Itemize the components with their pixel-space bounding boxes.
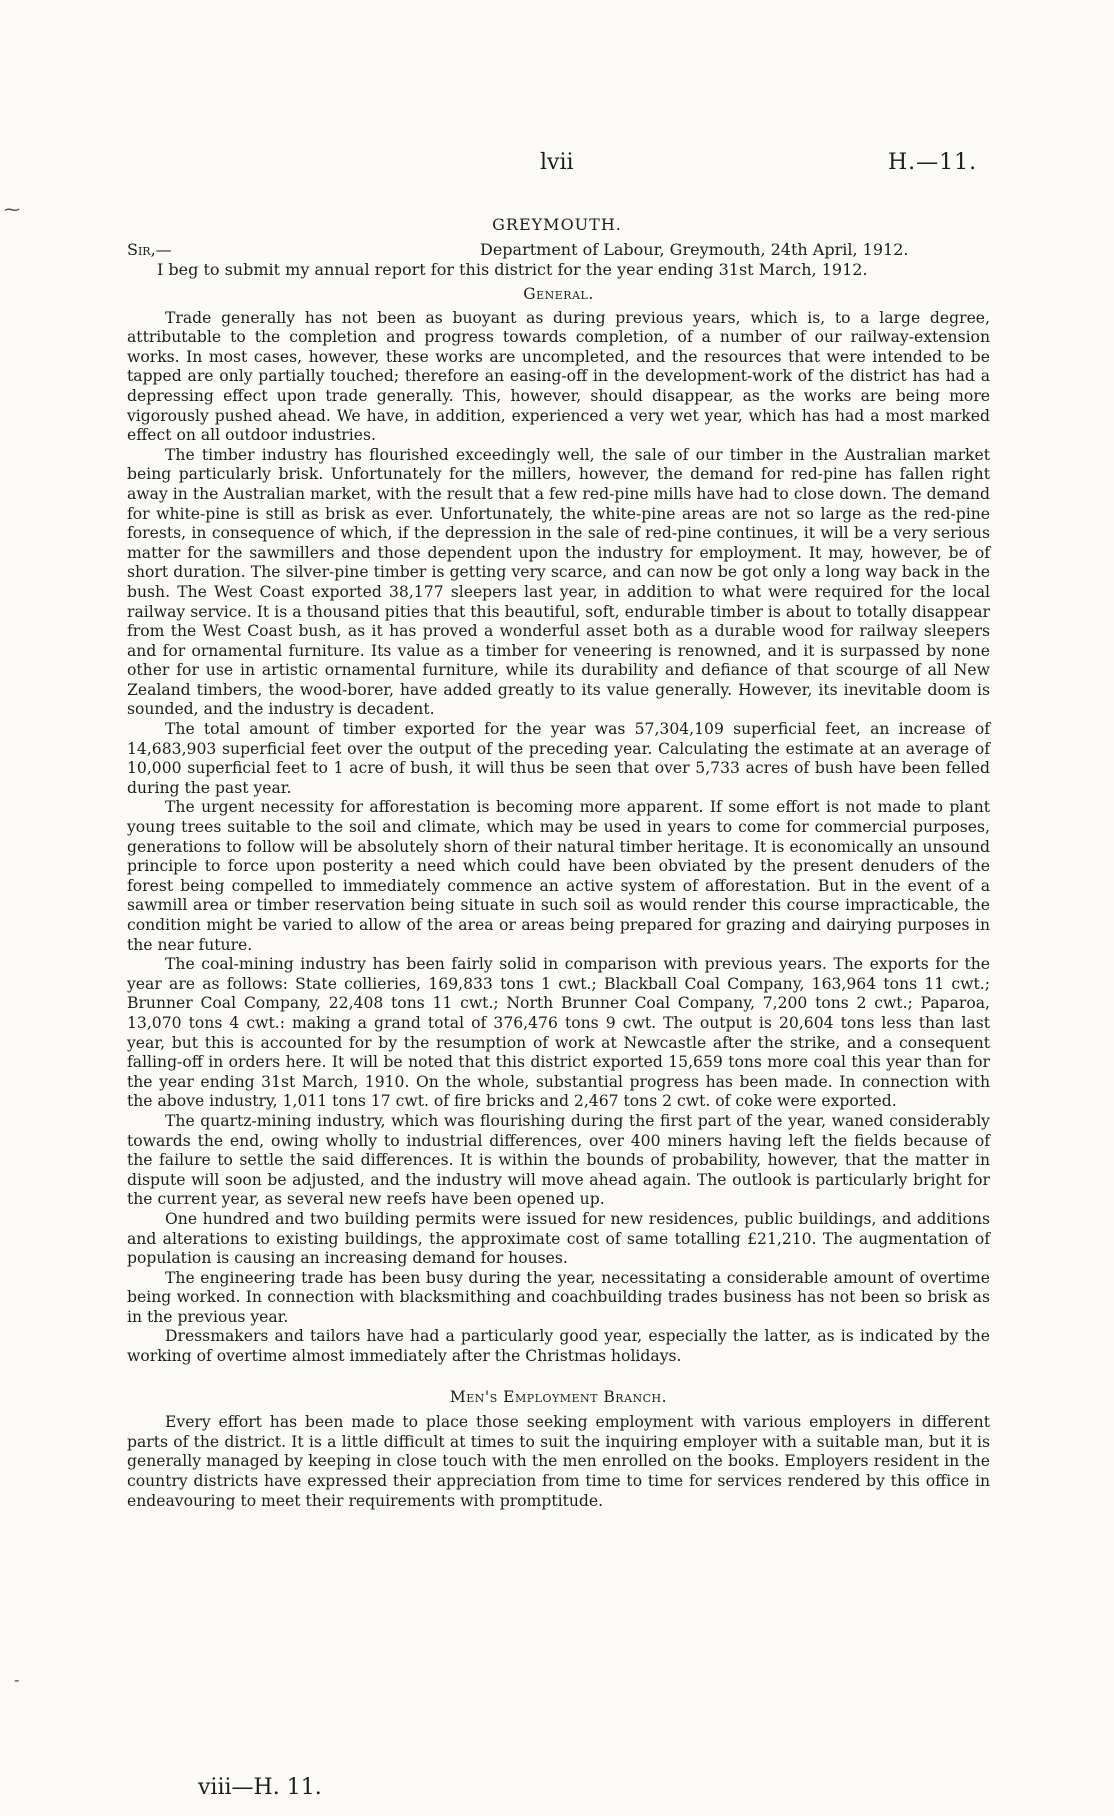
paragraph-timber-exports: The total amount of timber exported for the year was 57,304,109 superficial feet, an increase of 14,683,903 superficial feet over the output of the preceding year. Calculating the estimate at an average of 10,000 superficial feet to 1 acre of bush, it will thus be seen that over 5,733 acres of bush have been felled during the past year. [127, 720, 990, 797]
page-number: lvii [540, 150, 574, 175]
paragraph-general-trade: Trade generally has not been as buoyant as during previous years, which is, to a large degree, attributable to the completion and progress towards completion, of a number of our railway-extension works. In most cases, however, these works are uncompleted, and the resources that were intended to be tapped are only partially touched; therefore an easing-off in the development-work of the district has had a depressing effect upon trade generally. This, however, should disappear, as the works are being more vigorously pushed ahead. We have, in addition, experienced a very wet year, which has had a most marked effect on all outdoor industries. [127, 308, 990, 445]
opening-line: I beg to submit my annual report for this district for the year ending 31st March, 1912. [157, 260, 868, 279]
paragraph-coal-mining: The coal-mining industry has been fairly solid in comparison with previous years. The exports for the year are as follows: State collieries, 169,833 tons 1 cwt.; Blackball Coal Company, 163,964 tons 11 cwt.; Brunner Coal Company, 22,408 tons 11 cwt.; North Brunner Coal Company, 7,200 tons 2 cwt.; Paparoa, 13,070 tons 4 cwt.: making a grand total of 376,476 tons 9 cwt. The output is 20,604 tons less than last year, but this is accounted for by the resumption of work at Newcastle after the strike, and a consequent falling-off in orders here. It will be noted that this district exported 15,659 tons more coal this year than for the year ending 31st March, 1910. On the whole, substantial progress has been made. In connection with the above industry, 1,011 tons 17 cwt. of fire bricks and 2,467 tons 2 cwt. of coke were exported. [127, 955, 990, 1111]
paragraph-mens-employment: Every effort has been made to place those seeking employment with various employers in different parts of the district. It is a little difficult at times to suit the inquiring employer with a suitable man, but it is generally managed by keeping in close touch with the men enrolled on the books. Employers resident in the country districts have expressed their appreciation from time to time for services rendered by this office in endeavouring to meet their requirements with promptitude. [127, 1413, 990, 1510]
paragraph-dressmakers-tailors: Dressmakers and tailors have had a particularly good year, especially the latter, as is indicated by the working of overtime almost immediately after the Christmas holidays. [127, 1327, 990, 1366]
paragraph-quartz-mining: The quartz-mining industry, which was flourishing during the first part of the year, waned considerably towards the end, owing wholly to industrial differences, over 400 miners having left the fields because of the failure to settle the said differences. It is within the bounds of probability, however, that the matter in dispute will soon be adjusted, and the industry will move ahead again. The outlook is particularly bright for the current year, as several new reefs have been opened up. [127, 1111, 990, 1209]
signature-mark: viii—H. 11. [198, 1775, 322, 1800]
document-reference: H.—11. [888, 150, 978, 175]
margin-mark: ⁓ [4, 200, 20, 219]
margin-mark: - [14, 1670, 20, 1689]
paragraph-building-permits: One hundred and two building permits were issued for new residences, public buildings, and additions and alterations to existing buildings, the approximate cost of same totalling £21,210. The augmentation of population is causing an increasing demand for houses. [127, 1209, 990, 1268]
paragraph-engineering-trade: The engineering trade has been busy during the year, necessitating a considerable amount of overtime being worked. In connection with blacksmithing and coachbuilding trades business has not been so brisk as in the previous year. [127, 1268, 990, 1326]
report-body [127, 285, 990, 1511]
report-place-heading: GREYMOUTH. [492, 215, 622, 234]
salutation: Sir,— [127, 240, 172, 259]
section-heading-general: General. [523, 285, 594, 303]
paragraph-afforestation: The urgent necessity for afforestation is becoming more apparent. If some effort is not made to plant young trees suitable to the soil and climate, which may be used in years to come for commercial purposes, generations to follow will be absolutely shorn of their natural timber heritage. It is economically an unsound principle to force upon posterity a need which could have been obviated by the present denuders of the forest being compelled to immediately commence an active system of afforestation. But in the event of a sawmill area or timber reservation being situate in such soil as would render this course impracticable, the condition might be varied to allow of the area or areas being prepared for grazing and dairying purposes in the near future. [127, 798, 990, 954]
dateline: Department of Labour, Greymouth, 24th April, 1912. [480, 240, 909, 259]
paragraph-timber-industry: The timber industry has flourished exceedingly well, the sale of our timber in the Australian market being particularly brisk. Unfortunately for the millers, however, the demand for red-pine has fallen right away in the Australian market, with the result that a few red-pine mills have had to close down. The demand for white-pine is still as brisk as ever. Unfortunately, the white-pine areas are not so large as the red-pine forests, in consequence of which, if the depression in the sale of red-pine continues, it will be a very serious matter for the sawmillers and those dependent upon the industry for employment. It may, however, be of short duration. The silver-pine timber is getting very scarce, and can now be got only a long way back in the bush. The West Coast exported 38,177 sleepers last year, in addition to what were required for the local railway service. It is a thousand pities that this beautiful, soft, endurable timber is about to totally disappear from the West Coast bush, as it has proved a wonderful asset both as a durable wood for railway sleepers and for ornamental furniture. Its value as a timber for veneering is renowned, and it is surpassed by none other for use in artistic ornamental furniture, while its durability and defiance of that scourge of all New Zealand timbers, the wood-borer, have added greatly to its value generally. However, its inevitable doom is sounded, and the industry is decadent. [127, 445, 990, 719]
section-heading-mens-employment: Men's Employment Branch. [449, 1387, 668, 1406]
